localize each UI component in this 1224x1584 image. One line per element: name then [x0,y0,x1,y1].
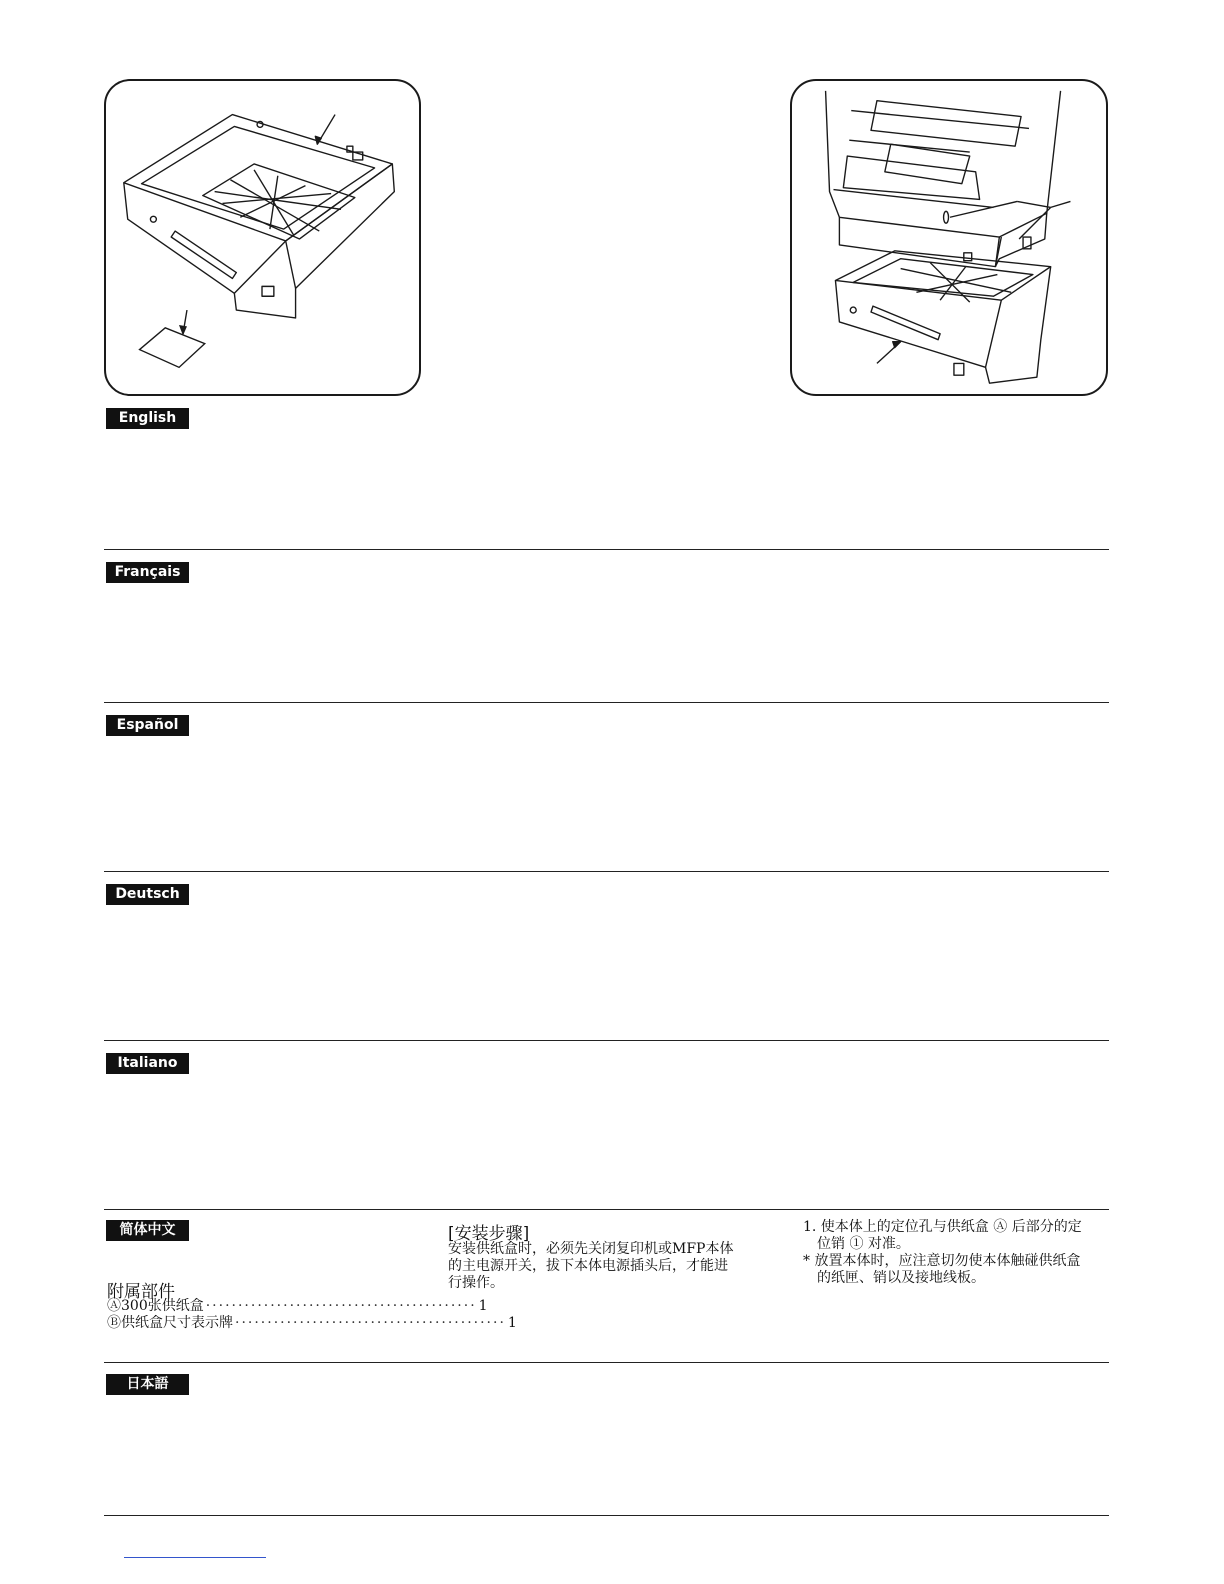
dot-leader: ·········································· [235,1315,506,1331]
install-line: 的主电源开关，拔下本体电源插头后，才能进 [448,1258,728,1274]
size-plate-illustration [140,310,205,367]
step-1 [803,1219,1108,1287]
install-line: 安装供纸盒时，必须先关闭复印机或MFP本体 [448,1241,734,1257]
section-divider [104,871,1109,872]
section-divider [104,549,1109,550]
section-divider [104,1040,1109,1041]
language-tag-chinese: 简体中文 [106,1220,189,1241]
language-tag-francais: Français [106,562,189,583]
accessory-label: Ⓐ300张供纸盒 [107,1298,204,1314]
accessory-item [107,1315,517,1332]
installation-illustration [792,81,1106,394]
paper-feeder-illustration [106,81,419,394]
step-line: 位销 ① 对准。 [817,1236,910,1252]
figure-paper-feeder [104,79,421,396]
footer-link-underline[interactable] [124,1557,266,1558]
accessory-qty: 1 [478,1298,488,1314]
step-line: 1. 使本体上的定位孔与供纸盒 Ⓐ 后部分的定 [803,1219,1082,1235]
accessory-label: Ⓑ供纸盒尺寸表示牌 [107,1315,233,1331]
section-divider [104,702,1109,703]
section-divider [104,1209,1109,1210]
accessory-item [107,1298,488,1315]
section-divider [104,1362,1109,1363]
install-paragraph [448,1241,758,1292]
language-tag-espanol: Español [106,715,189,736]
figure-installation [790,79,1108,396]
note-line: * 放置本体时，应注意切勿使本体触碰供纸盒 [803,1253,1081,1269]
language-tag-deutsch: Deutsch [106,884,189,905]
section-divider [104,1515,1109,1516]
dot-leader: ·········································· [205,1298,477,1314]
accessories-heading: 附属部件 [107,1282,175,1302]
language-tag-japanese: 日本語 [106,1374,189,1395]
note-line: 的纸匣、销以及接地线板。 [817,1270,985,1286]
install-line: 行操作。 [448,1275,504,1291]
install-heading: [安装步骤] [448,1224,530,1244]
accessory-qty: 1 [507,1315,517,1331]
language-tag-italiano: Italiano [106,1053,189,1074]
language-tag-english: English [106,408,189,429]
accessories-list [107,1298,517,1332]
